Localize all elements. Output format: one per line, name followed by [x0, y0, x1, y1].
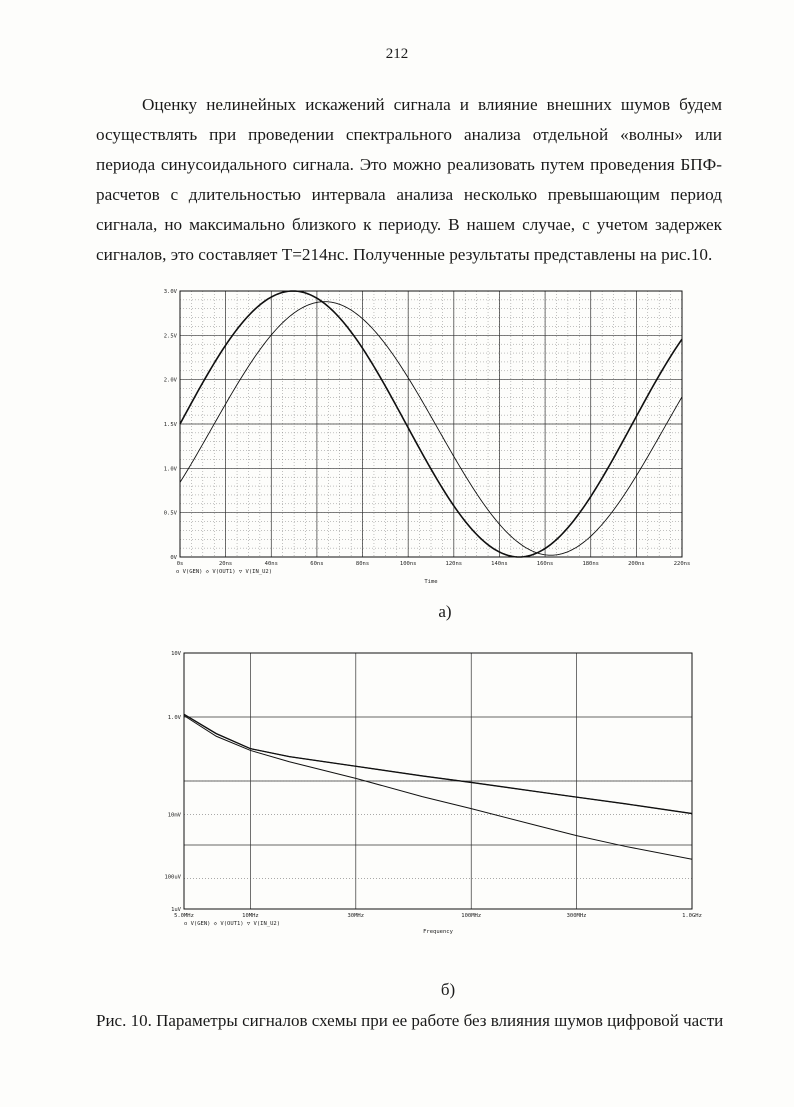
series-line-vin_u2	[184, 716, 692, 860]
x-tick-label: 100ns	[399, 561, 417, 567]
x-tick-label: 300MHz	[566, 913, 587, 919]
x-tick-label: 40ns	[264, 561, 278, 567]
x-tick-label: 10MHz	[242, 913, 259, 919]
figure-a-time-plot	[150, 285, 690, 595]
y-tick-label: 2.5V	[163, 333, 177, 340]
y-tick-label: 10mV	[167, 812, 181, 819]
x-tick-label: 1.0GHz	[682, 913, 702, 919]
series-line-vgen	[184, 714, 692, 813]
legend: o V(GEN) ◇ V(OUT1) ▽ V(IN_U2)	[176, 569, 273, 575]
time-domain-chart	[150, 285, 690, 595]
x-tick-label: 5.0MHz	[174, 913, 194, 919]
figure-caption: Рис. 10. Параметры сигналов схемы при ее работе без влияния шумов цифровой части	[96, 1011, 724, 1030]
x-tick-label: 0s	[176, 561, 184, 567]
figure-b-label: б)	[440, 980, 456, 999]
figure-a-label: а)	[438, 602, 452, 621]
x-tick-label: 160ns	[536, 561, 554, 567]
y-tick-label: 2.0V	[163, 377, 177, 384]
x-tick-label: 60ns	[310, 561, 324, 567]
x-tick-label: 140ns	[491, 561, 508, 567]
series-line-vout1	[184, 714, 692, 813]
y-tick-label: 1.0V	[163, 466, 177, 473]
x-axis-label: Frequency	[423, 929, 453, 935]
x-tick-label: 220ns	[673, 561, 691, 567]
x-tick-label: 180ns	[582, 561, 600, 567]
y-tick-label: 3.0V	[163, 289, 177, 295]
spectrum-chart	[150, 645, 702, 940]
y-tick-label: 10V	[171, 651, 181, 657]
y-tick-label: 100uV	[164, 874, 181, 881]
x-axis-label: Time	[424, 579, 438, 585]
x-tick-label: 200ns	[628, 561, 645, 567]
y-tick-label: 1.0V	[167, 715, 181, 721]
y-tick-label: 0.5V	[163, 510, 177, 517]
x-tick-label: 120ns	[445, 561, 463, 567]
y-tick-label: 0V	[170, 555, 177, 561]
legend: o V(GEN) ◇ V(OUT1) ▽ V(IN_U2)	[184, 921, 281, 927]
x-tick-label: 100MHz	[461, 913, 482, 919]
y-tick-label: 1uV	[171, 907, 181, 913]
x-tick-label: 20ns	[219, 561, 233, 567]
x-tick-label: 30MHz	[347, 913, 365, 919]
page-number: 212	[385, 46, 409, 62]
x-tick-label: 80ns	[355, 561, 370, 567]
body-paragraph: Оценку нелинейных искажений сигнала и влияние внешних шумов будем осуществлять при проведении спектрального анализа отдельной «волны» или периода синусоидального сигнала. Это можно реализовать путем проведения БПФ-расчетов с длительностью интервала анализа несколько превышающим период сигнала, но максимально близкого к периоду. В нашем случае, с учетом задержек сигналов, это составляет T=214нс. Полученные результаты представлены на рис.10.	[96, 95, 722, 264]
y-tick-label: 1.5V	[163, 422, 177, 428]
figure-b-spectrum-plot	[150, 645, 702, 940]
